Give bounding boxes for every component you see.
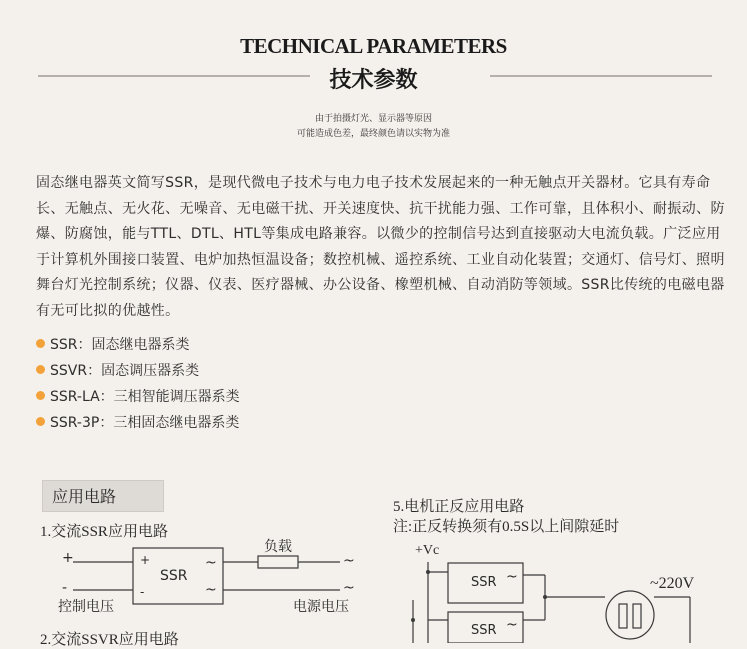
list-item-label: SSR：固态继电器系类	[50, 337, 190, 353]
control-voltage-label: 控制电压	[58, 599, 114, 615]
load-resistor	[258, 556, 298, 568]
motor-circle	[606, 591, 654, 639]
control-minus-label: -	[62, 580, 68, 596]
motor-winding	[619, 604, 627, 628]
load-label: 负载	[264, 539, 292, 555]
circuit5-title: 5.电机正反应用电路	[393, 499, 525, 515]
motor-winding	[633, 604, 641, 628]
page-title-english: TECHNICAL PARAMETERS	[240, 34, 507, 58]
list-item-label: SSR-3P：三相固态继电器系类	[50, 415, 240, 431]
power-voltage-label: 电源电压	[293, 599, 349, 615]
vcc-label: +Vc	[415, 543, 440, 558]
list-item-label: SSR-LA：三相智能调压器系类	[50, 389, 240, 405]
junction-dot	[543, 595, 547, 599]
tilde-icon: ~	[506, 617, 518, 633]
ssr-block-label: SSR	[471, 575, 497, 590]
ssr-block-label: SSR	[160, 568, 188, 584]
list-item-label: SSVR：固态调压器系类	[50, 363, 200, 379]
control-plus-label: +	[62, 550, 74, 566]
tilde-icon: ~	[506, 569, 518, 585]
color-note-line1: 由于拍摄灯光、显示器等原因	[314, 114, 432, 124]
circuit2-title: 2.交流SSVR应用电路	[40, 632, 179, 648]
circuit5-note: 注:正反转换须有0.5S以上间隙延时	[393, 519, 620, 535]
ssr-minus-label: -	[140, 585, 145, 599]
ssr-block-label: SSR	[471, 623, 497, 638]
tilde-icon: ~	[205, 582, 217, 598]
tilde-icon: ~	[343, 553, 355, 569]
tilde-icon: ~	[343, 580, 355, 596]
supply-voltage-label: ~220V	[650, 575, 695, 592]
intro-paragraph: 固态继电器英文简写SSR，是现代微电子技术与电力电子技术发展起来的一种无触点开关器材。它具有寿命长、无触点、无火花、无噪音、无电磁干扰、开关速度快、抗干扰能力强、工作可靠，且体积小、耐振动、防爆、防腐蚀，能与TTL、DTL、HTL等集成电路兼容。以微少的控制信号达到直接驱动大电流负载。广泛应用于计算机外围接口装置、电炉加热恒温设备；数控机械、遥控系统、工业自动化装置；交通灯、信号灯、照明舞台灯光控制系统；仪器、仪表、医疗器械、办公设备、橡塑机械、自动消防等领域。SSR比传统的电磁电器有无可比拟的优越性。	[36, 175, 725, 319]
junction-dot	[411, 618, 415, 622]
color-note-line2: 可能造成色差，最终颜色请以实物为准	[296, 129, 450, 139]
circuit1-title: 1.交流SSR应用电路	[40, 524, 168, 540]
junction-dot	[426, 570, 430, 574]
page-title-chinese: 技术参数	[329, 68, 418, 93]
tilde-icon: ~	[205, 555, 217, 571]
section-label: 应用电路	[52, 487, 117, 506]
ssr-plus-label: +	[140, 553, 151, 567]
